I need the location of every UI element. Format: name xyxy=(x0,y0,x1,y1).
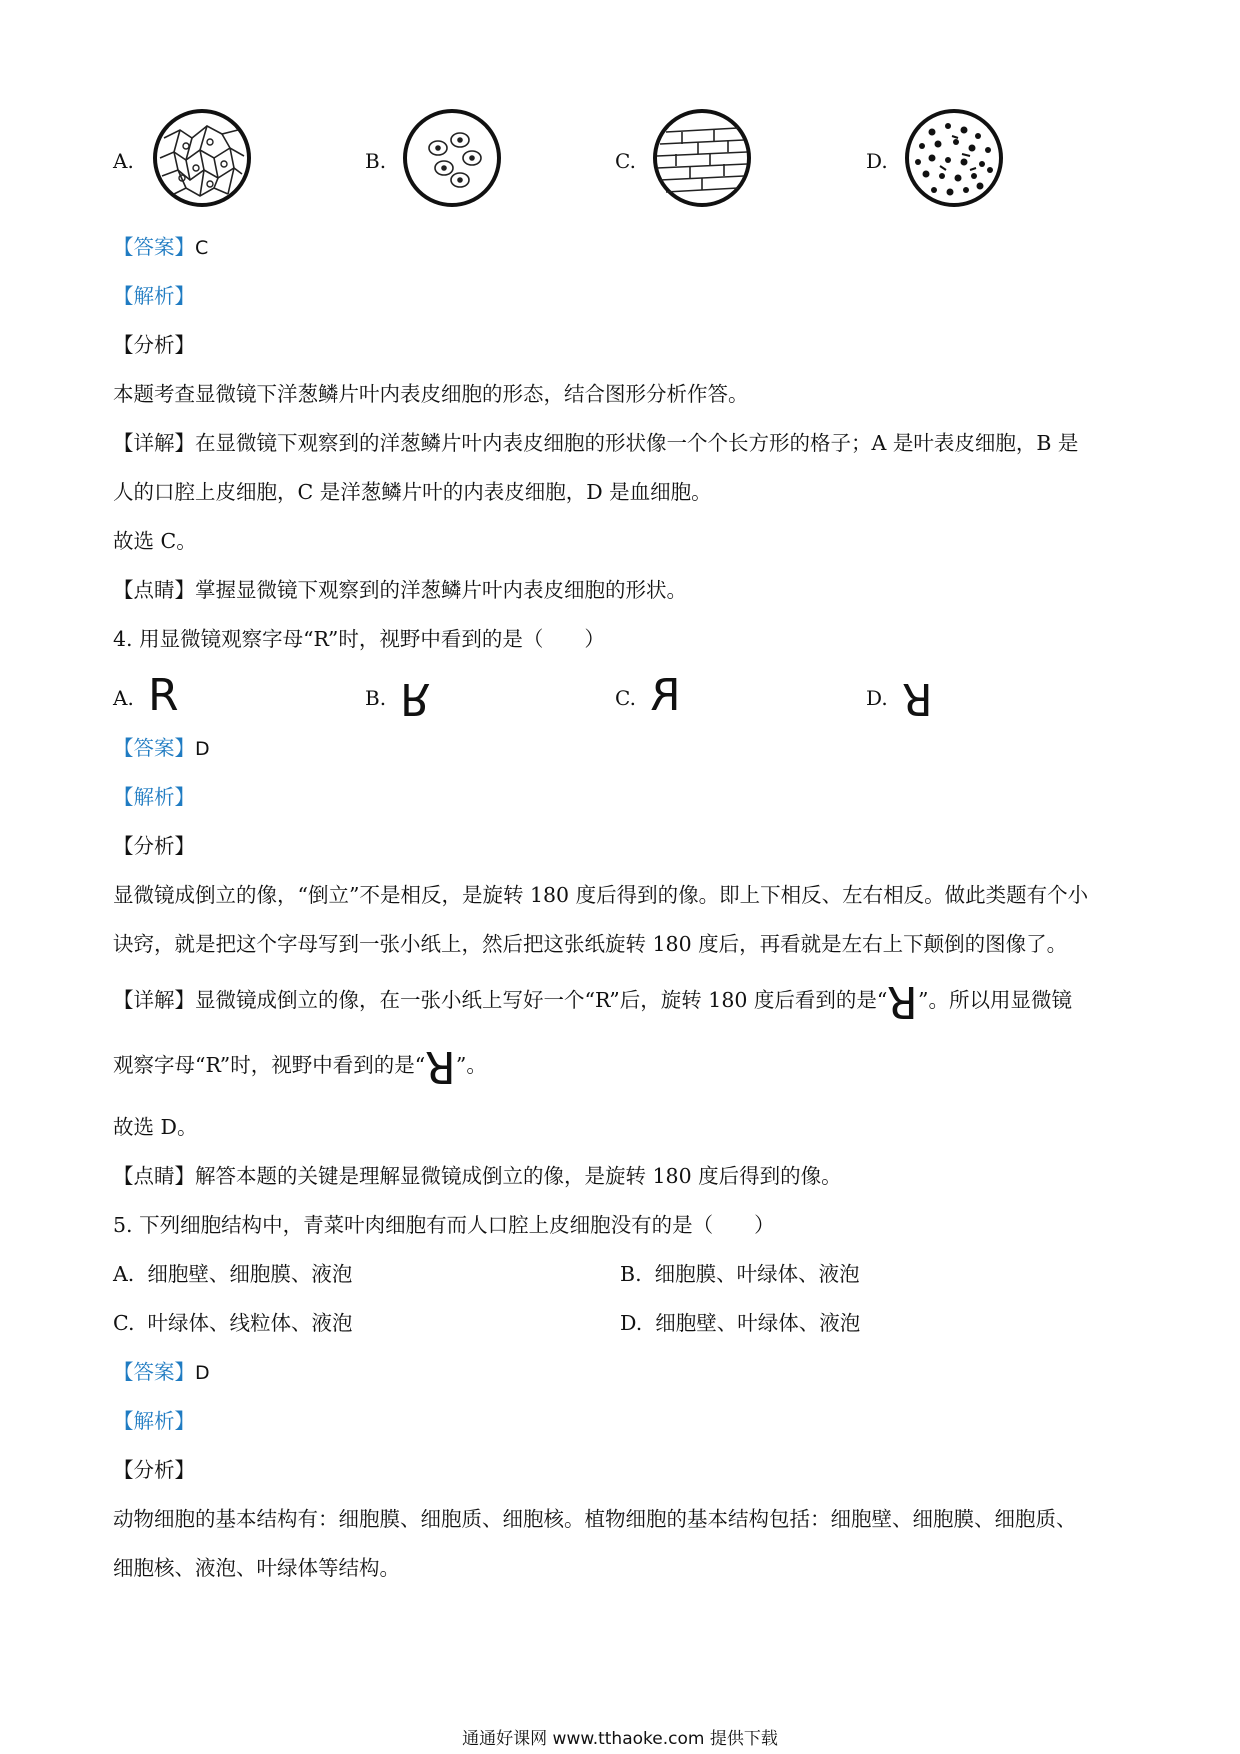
q4-detail-rotated-r-2: R xyxy=(425,1041,456,1092)
q5-option-a xyxy=(113,1259,352,1289)
q3-answer-line xyxy=(113,232,208,263)
q3-dianjing-line xyxy=(113,575,687,605)
q4-dianjing-line xyxy=(113,1161,842,1191)
q3-detail-line-1 xyxy=(113,428,1078,458)
q4-option-d-glyph: R xyxy=(902,673,933,724)
q3-answer-value: C xyxy=(195,237,209,259)
q5-fenxi-line-1: 动物细胞的基本结构有：细胞膜、细胞质、细胞核。植物细胞的基本结构包括：细胞壁、细胞膜、细胞质、 xyxy=(113,1507,1077,1531)
q5-option-b xyxy=(620,1259,860,1289)
q3-choose: 故选 C。 xyxy=(113,529,197,553)
q5-option-c-text: 叶绿体、线粒体、液泡 xyxy=(147,1311,353,1335)
q5-option-a-label: A. xyxy=(113,1262,135,1286)
q4-answer-value: D xyxy=(195,738,210,760)
q4-detail-text-1a: 显微镜成倒立的像，在一张小纸上写好一个“R”后，旋转 180 度后看到的是“ xyxy=(195,988,888,1012)
q3-detail-text-1: 在显微镜下观察到的洋葱鳞片叶内表皮细胞的形状像一个个长方形的格子；A 是叶表皮细胞，B 是 xyxy=(195,431,1079,455)
q5-fenxi-tag: 【分析】 xyxy=(113,1458,195,1482)
q4-option-d-label: D. xyxy=(866,686,888,710)
q5-option-d-label: D. xyxy=(620,1311,643,1335)
q3-option-a-image xyxy=(152,108,252,208)
q4-answer-line xyxy=(113,733,210,764)
q3-detail-line-2: 人的口腔上皮细胞，C 是洋葱鳞片叶的内表皮细胞，D 是血细胞。 xyxy=(113,480,712,504)
q4-detail-line-1 xyxy=(113,976,1072,1027)
q5-option-a-text: 细胞壁、细胞膜、液泡 xyxy=(147,1262,353,1286)
q5-option-c-label: C. xyxy=(113,1311,135,1335)
q4-question: 4. 用显微镜观察字母“R”时，视野中看到的是（ ） xyxy=(113,627,605,651)
q4-option-c-label: C. xyxy=(615,686,636,710)
q3-option-b-image xyxy=(402,108,502,208)
q4-detail-rotated-r-1: R xyxy=(887,976,918,1027)
q5-answer-value: D xyxy=(195,1362,210,1384)
q4-detail-line-2 xyxy=(113,1041,487,1092)
q4-option-a-glyph: R xyxy=(148,670,179,721)
q5-option-c xyxy=(113,1308,353,1338)
q4-detail-tag: 【详解】 xyxy=(113,988,195,1012)
q5-fenxi-line-2: 细胞核、液泡、叶绿体等结构。 xyxy=(113,1556,400,1580)
q3-option-c-image xyxy=(652,108,752,208)
q4-detail-text-1b: ”。所以用显微镜 xyxy=(918,988,1072,1012)
q5-answer-tag: 【答案】 xyxy=(113,1360,195,1384)
q4-detail-text-2b: ”。 xyxy=(455,1053,487,1077)
q5-answer-line xyxy=(113,1357,210,1388)
q4-answer-tag: 【答案】 xyxy=(113,736,195,760)
q3-dianjing-text: 掌握显微镜下观察到的洋葱鳞片叶内表皮细胞的形状。 xyxy=(195,578,687,602)
q3-option-d-image xyxy=(904,108,1004,208)
q4-option-c-glyph: R xyxy=(650,670,681,721)
q3-answer-tag: 【答案】 xyxy=(113,235,195,259)
q5-option-b-label: B. xyxy=(620,1262,642,1286)
q4-fenxi-line-2: 诀窍，就是把这个字母写到一张小纸上，然后把这张纸旋转 180 度后，再看就是左右上下颠倒的图像了。 xyxy=(113,932,1068,956)
q3-fenxi-text: 本题考查显微镜下洋葱鳞片叶内表皮细胞的形态，结合图形分析作答。 xyxy=(113,382,749,406)
q4-option-b-label: B. xyxy=(365,686,387,710)
q5-option-d xyxy=(620,1308,860,1338)
q4-choose: 故选 D。 xyxy=(113,1115,198,1139)
q4-detail-text-2a: 观察字母“R”时，视野中看到的是“ xyxy=(113,1053,426,1077)
q3-fenxi-tag: 【分析】 xyxy=(113,333,195,357)
q3-option-b-label: B. xyxy=(365,149,387,173)
q4-option-a-label: A. xyxy=(113,686,134,710)
q4-option-b-glyph: R xyxy=(400,673,431,724)
q3-option-d-label: D. xyxy=(866,149,888,173)
page-footer: 通通好课网 www.tthaoke.com 提供下载 xyxy=(462,1729,778,1749)
q4-jiexi-tag: 【解析】 xyxy=(113,785,195,809)
q5-option-d-text: 细胞壁、叶绿体、液泡 xyxy=(655,1311,861,1335)
q5-option-b-text: 细胞膜、叶绿体、液泡 xyxy=(654,1262,860,1286)
q3-option-a-label: A. xyxy=(113,149,134,173)
q4-fenxi-line-1: 显微镜成倒立的像，“倒立”不是相反，是旋转 180 度后得到的像。即上下相反、左右相反。做此类题有个小 xyxy=(113,883,1089,907)
q4-dianjing-text: 解答本题的关键是理解显微镜成倒立的像，是旋转 180 度后得到的像。 xyxy=(195,1164,842,1188)
q5-question: 5. 下列细胞结构中，青菜叶肉细胞有而人口腔上皮细胞没有的是（ ） xyxy=(113,1213,775,1237)
q4-fenxi-tag: 【分析】 xyxy=(113,834,195,858)
q4-dianjing-tag: 【点睛】 xyxy=(113,1164,195,1188)
q3-dianjing-tag: 【点睛】 xyxy=(113,578,195,602)
q3-jiexi-tag: 【解析】 xyxy=(113,284,195,308)
q3-detail-tag: 【详解】 xyxy=(113,431,195,455)
q5-jiexi-tag: 【解析】 xyxy=(113,1409,195,1433)
q3-option-c-label: C. xyxy=(615,149,636,173)
